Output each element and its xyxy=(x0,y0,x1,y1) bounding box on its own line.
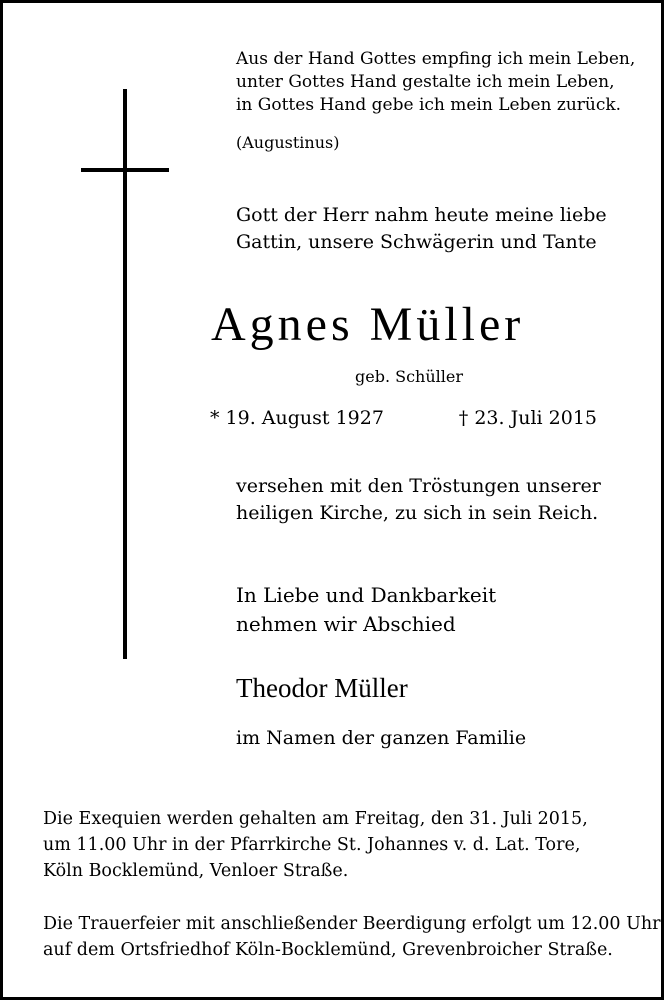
farewell-line: nehmen wir Abschied xyxy=(236,612,456,636)
intro-line: Gattin, unsere Schwägerin und Tante xyxy=(236,231,597,253)
quote-line: Aus der Hand Gottes empfing ich mein Leben, xyxy=(236,49,636,69)
exequien-info xyxy=(43,806,588,884)
intro-line: Gott der Herr nahm heute meine liebe xyxy=(236,204,607,226)
exequien-line: Köln Bocklemünd, Venloer Straße. xyxy=(43,861,349,881)
mourner-name: Theodor Müller xyxy=(236,673,408,703)
intro-text xyxy=(236,202,607,256)
blessing-line: heiligen Kirche, zu sich in sein Reich. xyxy=(236,502,599,524)
maiden-name-row xyxy=(3,367,664,387)
burial-info xyxy=(43,911,660,963)
quote-attribution: (Augustinus) xyxy=(236,133,340,152)
burial-line: Die Trauerfeier mit anschließender Beerdigung erfolgt um 12.00 Uhr xyxy=(43,914,661,934)
cross-horizontal-bar xyxy=(81,168,169,172)
quote-line: in Gottes Hand gebe ich mein Leben zurück. xyxy=(236,95,622,115)
birth-date: * 19. August 1927 xyxy=(210,407,384,429)
burial-line: auf dem Ortsfriedhof Köln-Bocklemünd, Grevenbroicher Straße. xyxy=(43,940,613,960)
blessing-line: versehen mit den Tröstungen unserer xyxy=(236,475,601,497)
family-line: im Namen der ganzen Familie xyxy=(236,727,527,749)
death-date: † 23. Juli 2015 xyxy=(458,407,597,429)
augustinus-quote xyxy=(236,48,635,117)
exequien-line: Die Exequien werden gehalten am Freitag, den 31. Juli 2015, xyxy=(43,809,588,829)
deceased-name: Agnes Müller xyxy=(211,298,525,351)
quote-line: unter Gottes Hand gestalte ich mein Leben, xyxy=(236,72,615,92)
blessing-text xyxy=(236,473,601,527)
maiden-name: geb. Schüller xyxy=(354,367,463,386)
exequien-line: um 11.00 Uhr in der Pfarrkirche St. Johannes v. d. Lat. Tore, xyxy=(43,835,581,855)
farewell-text xyxy=(236,581,496,639)
farewell-line: In Liebe und Dankbarkeit xyxy=(236,583,497,607)
